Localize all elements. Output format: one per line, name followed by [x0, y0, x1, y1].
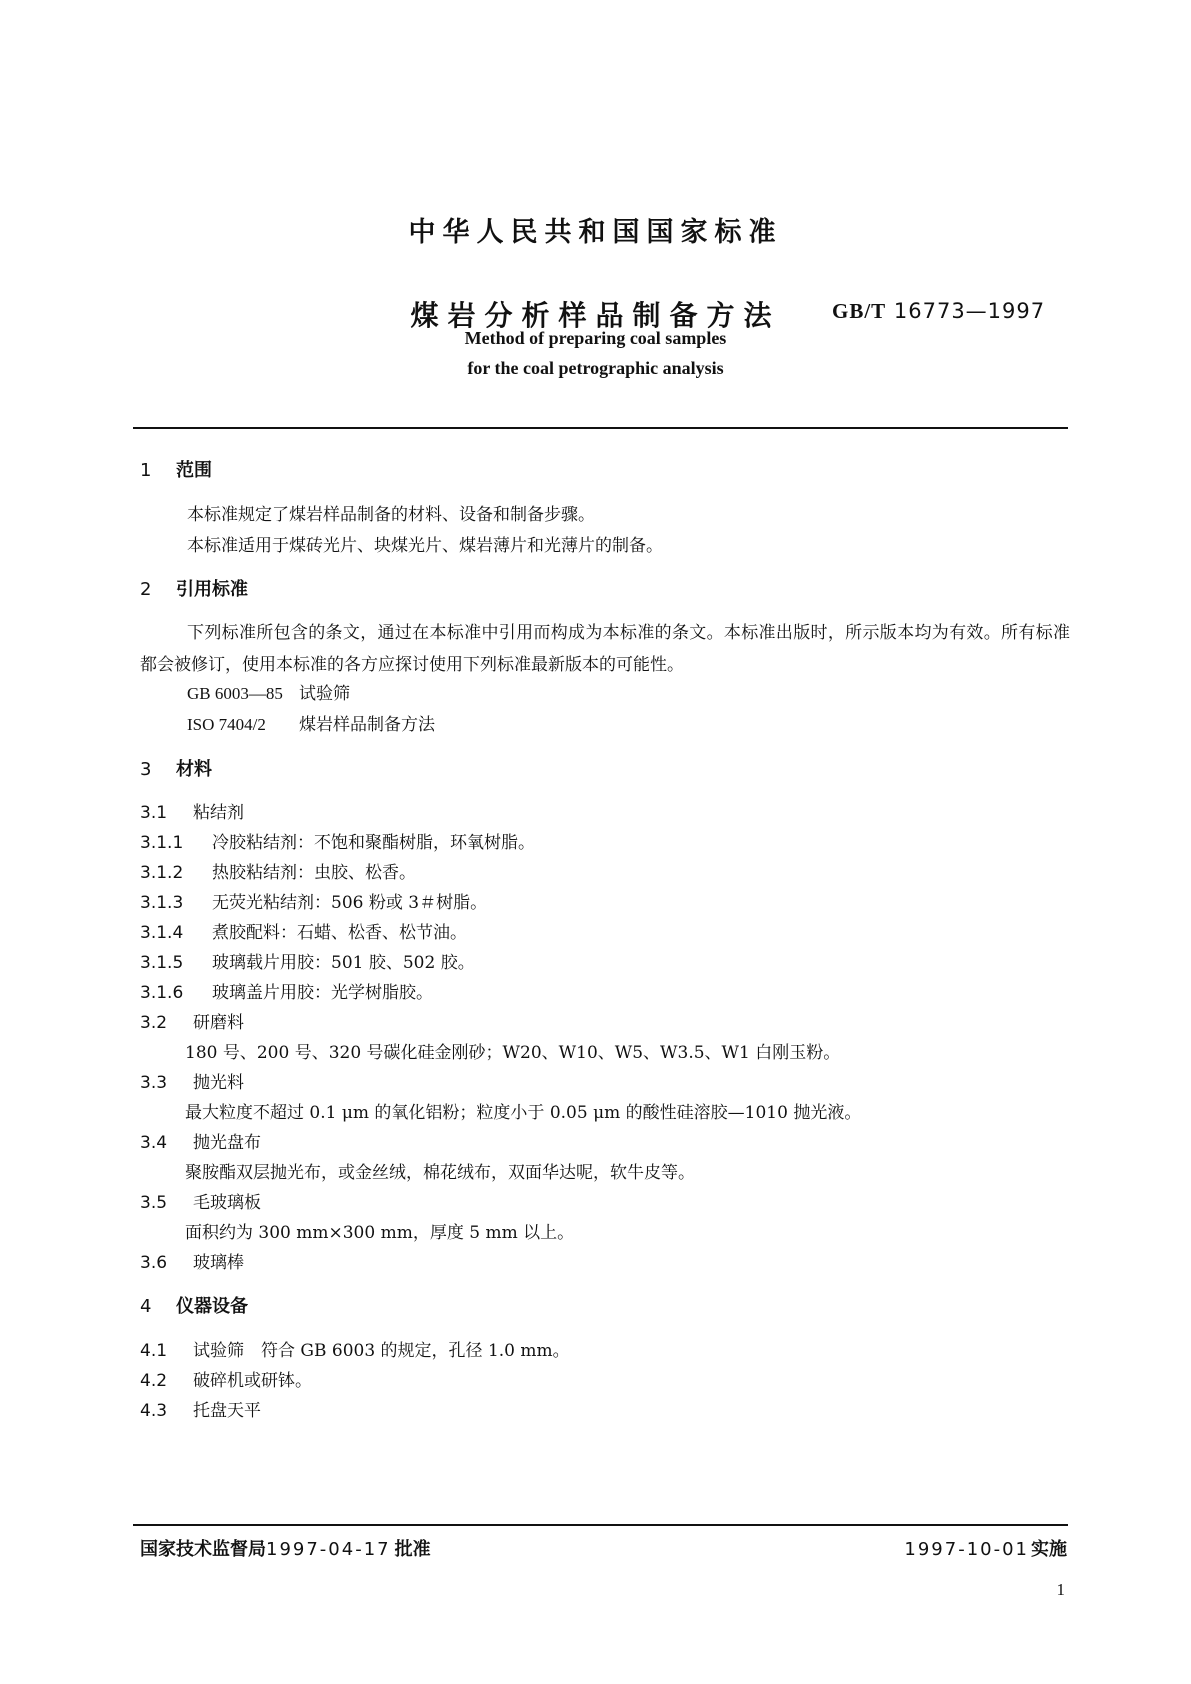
clause-number: 3.1 [140, 803, 168, 823]
approval-label: 批准 [394, 1539, 431, 1560]
reference-code: GB 6003—85 [187, 684, 283, 703]
clause-number: 4.3 [140, 1401, 168, 1421]
clause-text: 毛玻璃板 [193, 1193, 261, 1213]
clause-number: 3.4 [140, 1133, 168, 1153]
implementation-label: 实施 [1031, 1539, 1067, 1560]
clause-3-4-detail: 聚胺酯双层抛光布，或金丝绒，棉花绒布，双面华达呢，软牛皮等。 [185, 1163, 695, 1183]
clause-text: 抛光料 [193, 1073, 244, 1093]
section-number: 2 [140, 579, 152, 600]
document-title: 煤岩分析样品制备方法 [410, 299, 781, 332]
national-standard-title: 中华人民共和国国家标准 [408, 217, 783, 248]
clause-text: 破碎机或研钵。 [193, 1371, 312, 1391]
section-title: 仪器设备 [176, 1296, 248, 1317]
reference-item [187, 710, 435, 735]
section-4-heading [140, 1292, 248, 1318]
clause-3-1-5 [140, 948, 475, 973]
clause-text: 冷胶粘结剂：不饱和聚酯树脂，环氧树脂。 [212, 833, 535, 853]
clause-text: 热胶粘结剂：虫胶、松香。 [212, 863, 416, 883]
standard-prefix: GB/T [832, 299, 887, 323]
clause-number: 3.3 [140, 1073, 168, 1093]
normative-references-paragraph: 下列标准所包含的条文，通过在本标准中引用而构成为本标准的条文。本标准出版时，所示版本均为有效。所有标准都会被修订，使用本标准的各方应探讨使用下列标准最新版本的可能性。 [140, 623, 1070, 675]
implementation-line [904, 1535, 1067, 1561]
section-title: 引用标准 [176, 579, 248, 600]
section-number: 1 [140, 460, 152, 481]
reference-item [187, 679, 350, 704]
clause-number: 4.1 [140, 1341, 168, 1361]
clause-number: 3.1.4 [140, 923, 184, 943]
clause-text: 无荧光粘结剂：506 粉或 3＃树脂。 [212, 893, 488, 913]
scope-paragraph-1: 本标准规定了煤岩样品制备的材料、设备和制备步骤。 [187, 505, 595, 525]
clause-text: 煮胶配料：石蜡、松香、松节油。 [212, 923, 467, 943]
clause-text: 玻璃盖片用胶：光学树脂胶。 [212, 983, 433, 1003]
clause-number: 3.5 [140, 1193, 168, 1213]
english-title-line-1: Method of preparing coal samples [464, 328, 727, 348]
footer-rule [133, 1524, 1068, 1526]
standard-code: 16773—1997 [893, 299, 1046, 323]
clause-text: 托盘天平 [193, 1401, 261, 1421]
clause-3-3 [140, 1068, 244, 1093]
section-number: 3 [140, 759, 152, 780]
clause-4-1 [140, 1336, 570, 1361]
reference-name: 煤岩样品制备方法 [299, 715, 435, 735]
standard-number [832, 299, 1045, 324]
clause-text: 研磨料 [193, 1013, 244, 1033]
clause-3-1-3 [140, 888, 487, 913]
clause-number: 4.2 [140, 1371, 168, 1391]
section-1-heading [140, 456, 212, 482]
issuer: 国家技术监督局 [140, 1539, 266, 1560]
clause-4-3 [140, 1396, 261, 1421]
section-number: 4 [140, 1296, 152, 1317]
clause-text: 试验筛 符合 GB 6003 的规定，孔径 1.0 mm。 [193, 1341, 570, 1361]
section-2-heading [140, 575, 248, 601]
clause-text: 玻璃载片用胶：501 胶、502 胶。 [212, 953, 475, 973]
clause-number: 3.1.1 [140, 833, 184, 853]
clause-number: 3.1.2 [140, 863, 184, 883]
clause-3-5-detail: 面积约为 300 mm×300 mm，厚度 5 mm 以上。 [185, 1223, 575, 1243]
clause-3-5 [140, 1188, 261, 1213]
clause-number: 3.6 [140, 1253, 168, 1273]
clause-3-4 [140, 1128, 261, 1153]
clause-3-1-2 [140, 858, 416, 883]
clause-number: 3.2 [140, 1013, 168, 1033]
clause-number: 3.1.6 [140, 983, 184, 1003]
clause-text: 玻璃棒 [193, 1253, 244, 1273]
section-title: 材料 [176, 759, 212, 780]
reference-name: 试验筛 [299, 684, 350, 704]
reference-code: ISO 7404/2 [187, 715, 266, 734]
clause-number: 3.1.5 [140, 953, 184, 973]
english-title-line-2: for the coal petrographic analysis [467, 358, 724, 378]
clause-number: 3.1.3 [140, 893, 184, 913]
clause-3-1 [140, 798, 244, 823]
clause-text: 粘结剂 [193, 803, 244, 823]
clause-3-2-detail: 180 号、200 号、320 号碳化硅金刚砂；W20、W10、W5、W3.5、W1 白刚玉粉。 [185, 1043, 841, 1063]
clause-4-2 [140, 1366, 312, 1391]
clause-3-2 [140, 1008, 244, 1033]
section-3-heading [140, 755, 212, 781]
implementation-date: 1997-10-01 [904, 1539, 1029, 1560]
clause-3-1-6 [140, 978, 433, 1003]
header-rule [133, 427, 1068, 429]
scope-paragraph-2: 本标准适用于煤砖光片、块煤光片、煤岩薄片和光薄片的制备。 [187, 536, 663, 556]
clause-3-1-1 [140, 828, 535, 853]
page-number: 1 [1056, 1580, 1065, 1599]
clause-3-1-4 [140, 918, 467, 943]
clause-3-6 [140, 1248, 244, 1273]
approval-date: 1997-04-17 [266, 1539, 391, 1560]
clause-text: 抛光盘布 [193, 1133, 261, 1153]
approval-line [140, 1535, 431, 1561]
section-title: 范围 [176, 460, 212, 481]
clause-3-3-detail: 最大粒度不超过 0.1 μm 的氧化铝粉；粒度小于 0.05 μm 的酸性硅溶胶—1010 抛光液。 [185, 1103, 862, 1123]
